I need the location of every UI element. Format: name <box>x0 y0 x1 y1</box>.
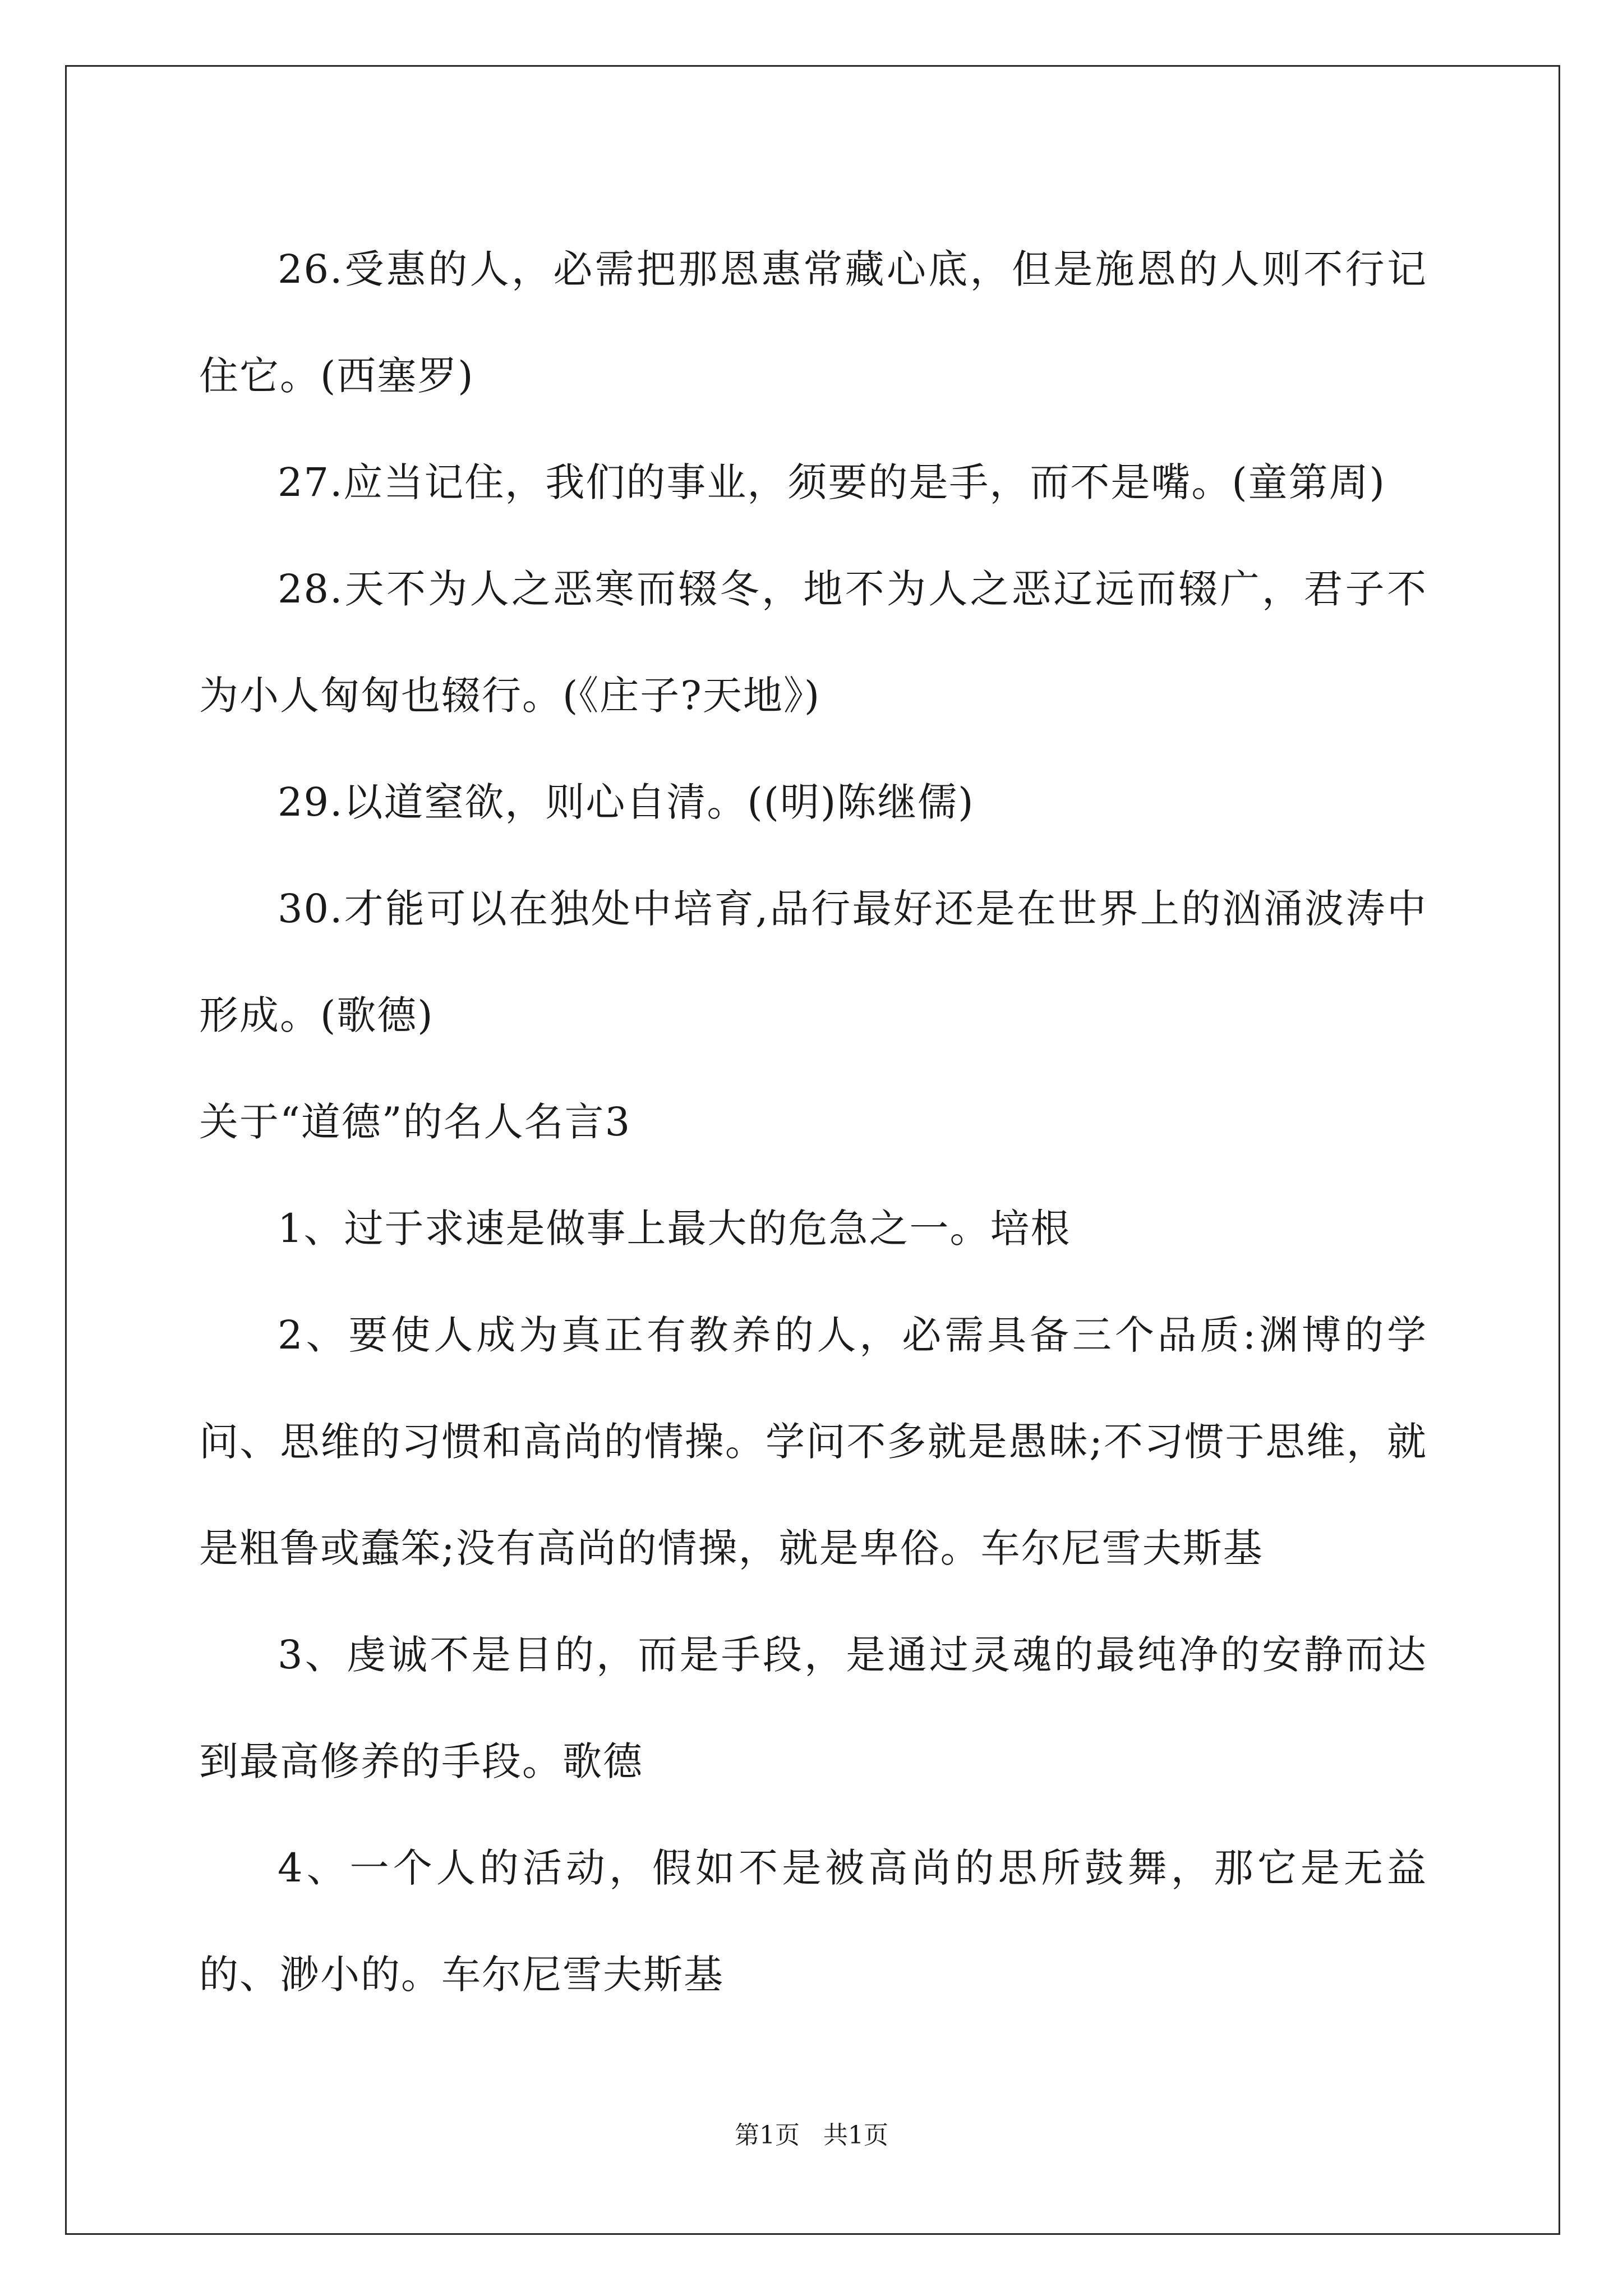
quote-paragraph: 27.应当记住，我们的事业，须要的是手，而不是嘴。(童第周) <box>278 459 1386 505</box>
quote-paragraph: 28.天不为人之恶寒而辍冬，地不为人之恶辽远而辍广，君子不为小人匈匈也辍行。(《庄子?天地》) <box>199 566 1427 719</box>
quote-paragraph: 26.受惠的人，必需把那恩惠常藏心底，但是施恩的人则不行记住它。(西塞罗) <box>199 246 1427 399</box>
quote-paragraph: 2、要使人成为真正有教养的人，必需具备三个品质:渊博的学问、思维的习惯和高尚的情操。学问不多就是愚昧;不习惯于思维，就是粗鲁或蠢笨;没有高尚的情操，就是卑俗。车尔尼雪夫斯基 <box>199 1312 1427 1571</box>
section-heading: 关于“道德”的名人名言3 <box>199 1099 631 1145</box>
document-body <box>199 216 1427 2028</box>
quote-paragraph: 30.才能可以在独处中培育,品行最好还是在世界上的汹涌波涛中形成。(歌德) <box>199 886 1427 1038</box>
quote-paragraph: 1、过于求速是做事上最大的危急之一。培根 <box>278 1205 1071 1251</box>
page-number-footer: 第1页 共1页 <box>735 2121 888 2150</box>
quote-paragraph: 29.以道窒欲，则心自清。((明)陈继儒) <box>278 779 975 825</box>
quote-paragraph: 4、一个人的活动，假如不是被高尚的思所鼓舞，那它是无益的、渺小的。车尔尼雪夫斯基 <box>199 1845 1427 1998</box>
quote-paragraph: 3、虔诚不是目的，而是手段，是通过灵魂的最纯净的安静而达到最高修养的手段。歌德 <box>199 1632 1427 1784</box>
